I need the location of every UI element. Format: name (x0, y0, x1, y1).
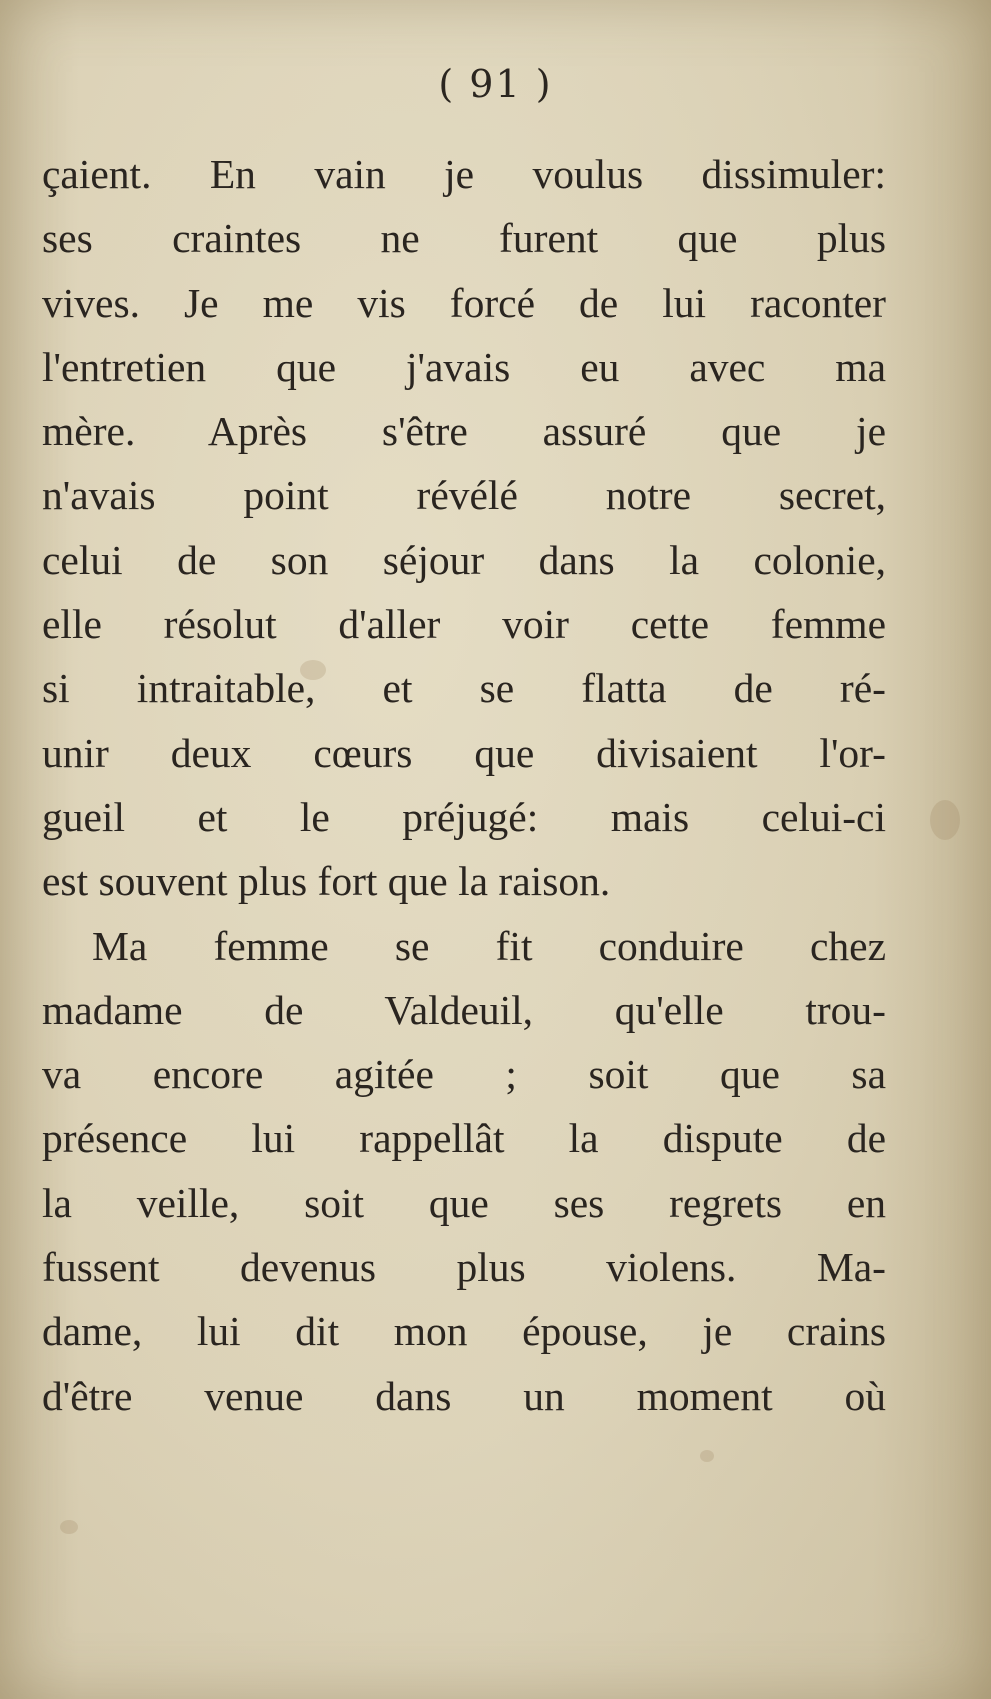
paper-stain (930, 800, 960, 840)
text-line: çaient. En vain je voulus dissimuler: (42, 151, 886, 197)
text-line: si intraitable, et se flatta de ré- (42, 665, 886, 712)
text-line: Ma femme se fit conduire chez (92, 922, 886, 969)
body-text (42, 142, 886, 1428)
text-line: elle résolut d'aller voir cette femme (42, 601, 886, 648)
text-line: vives. Je me vis forcé de lui raconter (42, 279, 886, 326)
text-line: présence lui rappellât la dispute de (42, 1115, 886, 1162)
text-line: d'être venue dans un moment où (42, 1372, 886, 1419)
text-line: celui de son séjour dans la colonie, (42, 536, 886, 583)
text-line: ses craintes ne furent que plus (42, 215, 886, 262)
paper-stain (700, 1450, 714, 1462)
text-line: unir deux cœurs que divisaient l'or- (42, 729, 886, 776)
text-line: dame, lui dit mon épouse, je crains (42, 1308, 886, 1355)
text-line: mère. Après s'être assuré que je (42, 408, 886, 455)
page-number: ( 91 ) (438, 62, 553, 106)
text-line: va encore agitée ; soit que sa (42, 1051, 886, 1098)
paper-stain (60, 1520, 78, 1534)
text-line: madame de Valdeuil, qu'elle trou- (42, 986, 886, 1033)
text-line: l'entretien que j'avais eu avec ma (42, 343, 886, 390)
text-line: la veille, soit que ses regrets en (42, 1179, 886, 1226)
text-line: gueil et le préjugé: mais celui-ci (42, 793, 886, 840)
text-line: est souvent plus fort que la raison. (42, 858, 611, 905)
text-line: n'avais point révélé notre secret, (42, 472, 886, 519)
text-line: fussent devenus plus violens. Ma- (42, 1244, 886, 1291)
